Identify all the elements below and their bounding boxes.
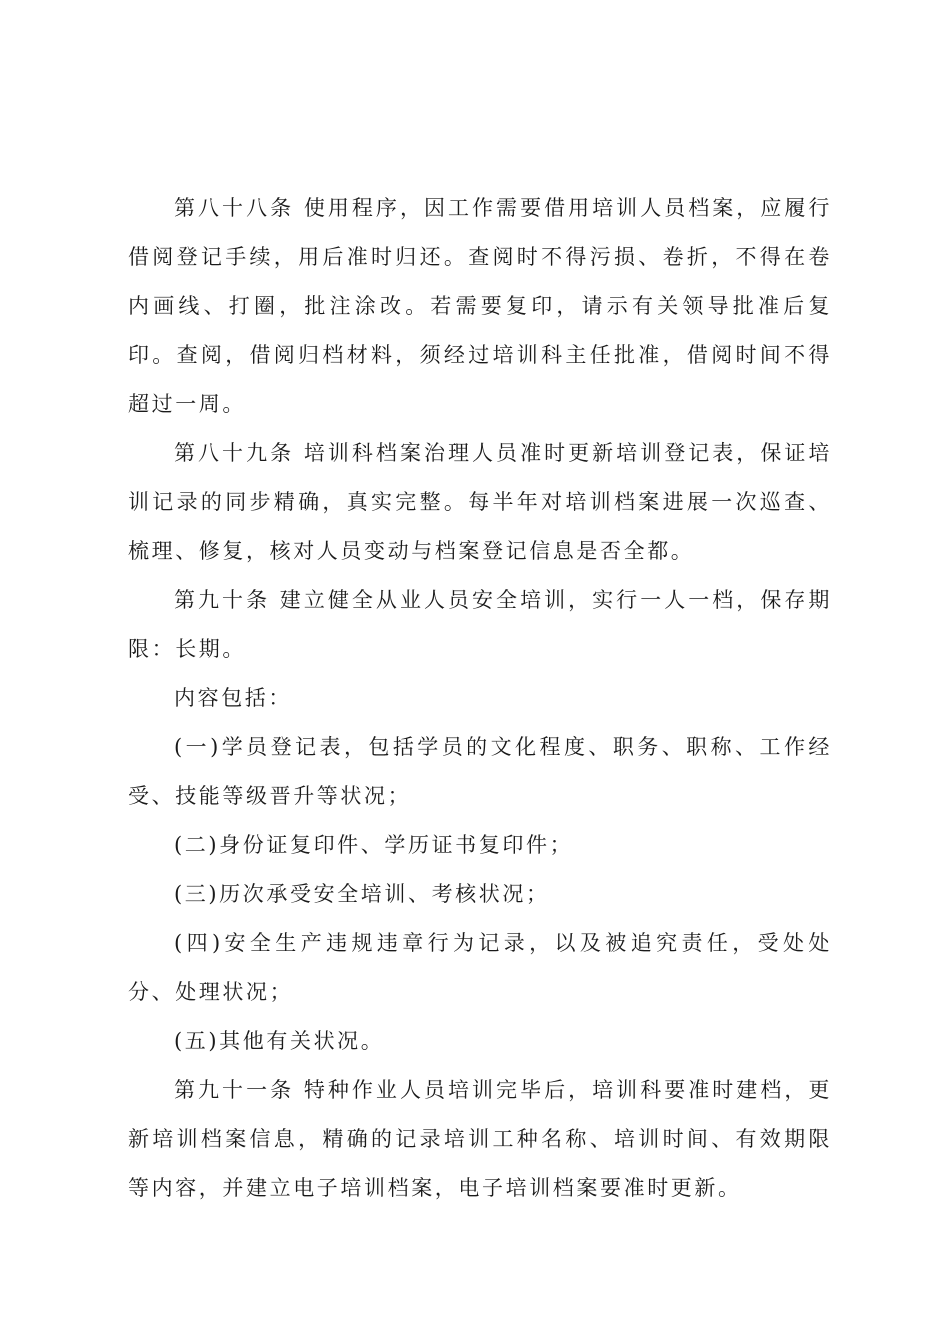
list-item-3: (三)历次承受安全培训、考核状况； <box>174 882 550 906</box>
list-item-5: (五)其他有关状况。 <box>174 1029 385 1053</box>
list-item-1: (一)学员登记表，包括学员的文化程度、职务、职称、工作经受、技能等级晋升等状况； <box>128 735 832 808</box>
article-89-paragraph: 第八十九条 培训科档案治理人员准时更新培训登记表，保证培训记录的同步精确，真实完整。每半年对培训档案进展一次巡查、梳理、修复，核对人员变动与档案登记信息是否全都。 <box>128 441 832 563</box>
document-body <box>128 184 832 1213</box>
list-item-4: (四)安全生产违规违章行为记录，以及被追究责任，受处处分、处理状况； <box>128 931 832 1004</box>
article-88-paragraph: 第八十八条 使用程序，因工作需要借用培训人员档案，应履行借阅登记手续，用后准时归还。查阅时不得污损、卷折，不得在卷内画线、打圈，批注涂改。若需要复印，请示有关领导批准后复印。查阅，借阅归档材料，须经过培训科主任批准，借阅时间不得超过一周。 <box>128 196 832 416</box>
article-91-paragraph: 第九十一条 特种作业人员培训完毕后，培训科要准时建档，更新培训档案信息，精确的记录培训工种名称、培训时间、有效期限等内容，并建立电子培训档案，电子培训档案要准时更新。 <box>128 1078 832 1200</box>
list-item-2: (二)身份证复印件、学历证书复印件； <box>174 833 574 857</box>
content-includes-heading: 内容包括： <box>174 686 292 710</box>
article-90-paragraph: 第九十条 建立健全从业人员安全培训，实行一人一档，保存期限：长期。 <box>128 588 832 661</box>
